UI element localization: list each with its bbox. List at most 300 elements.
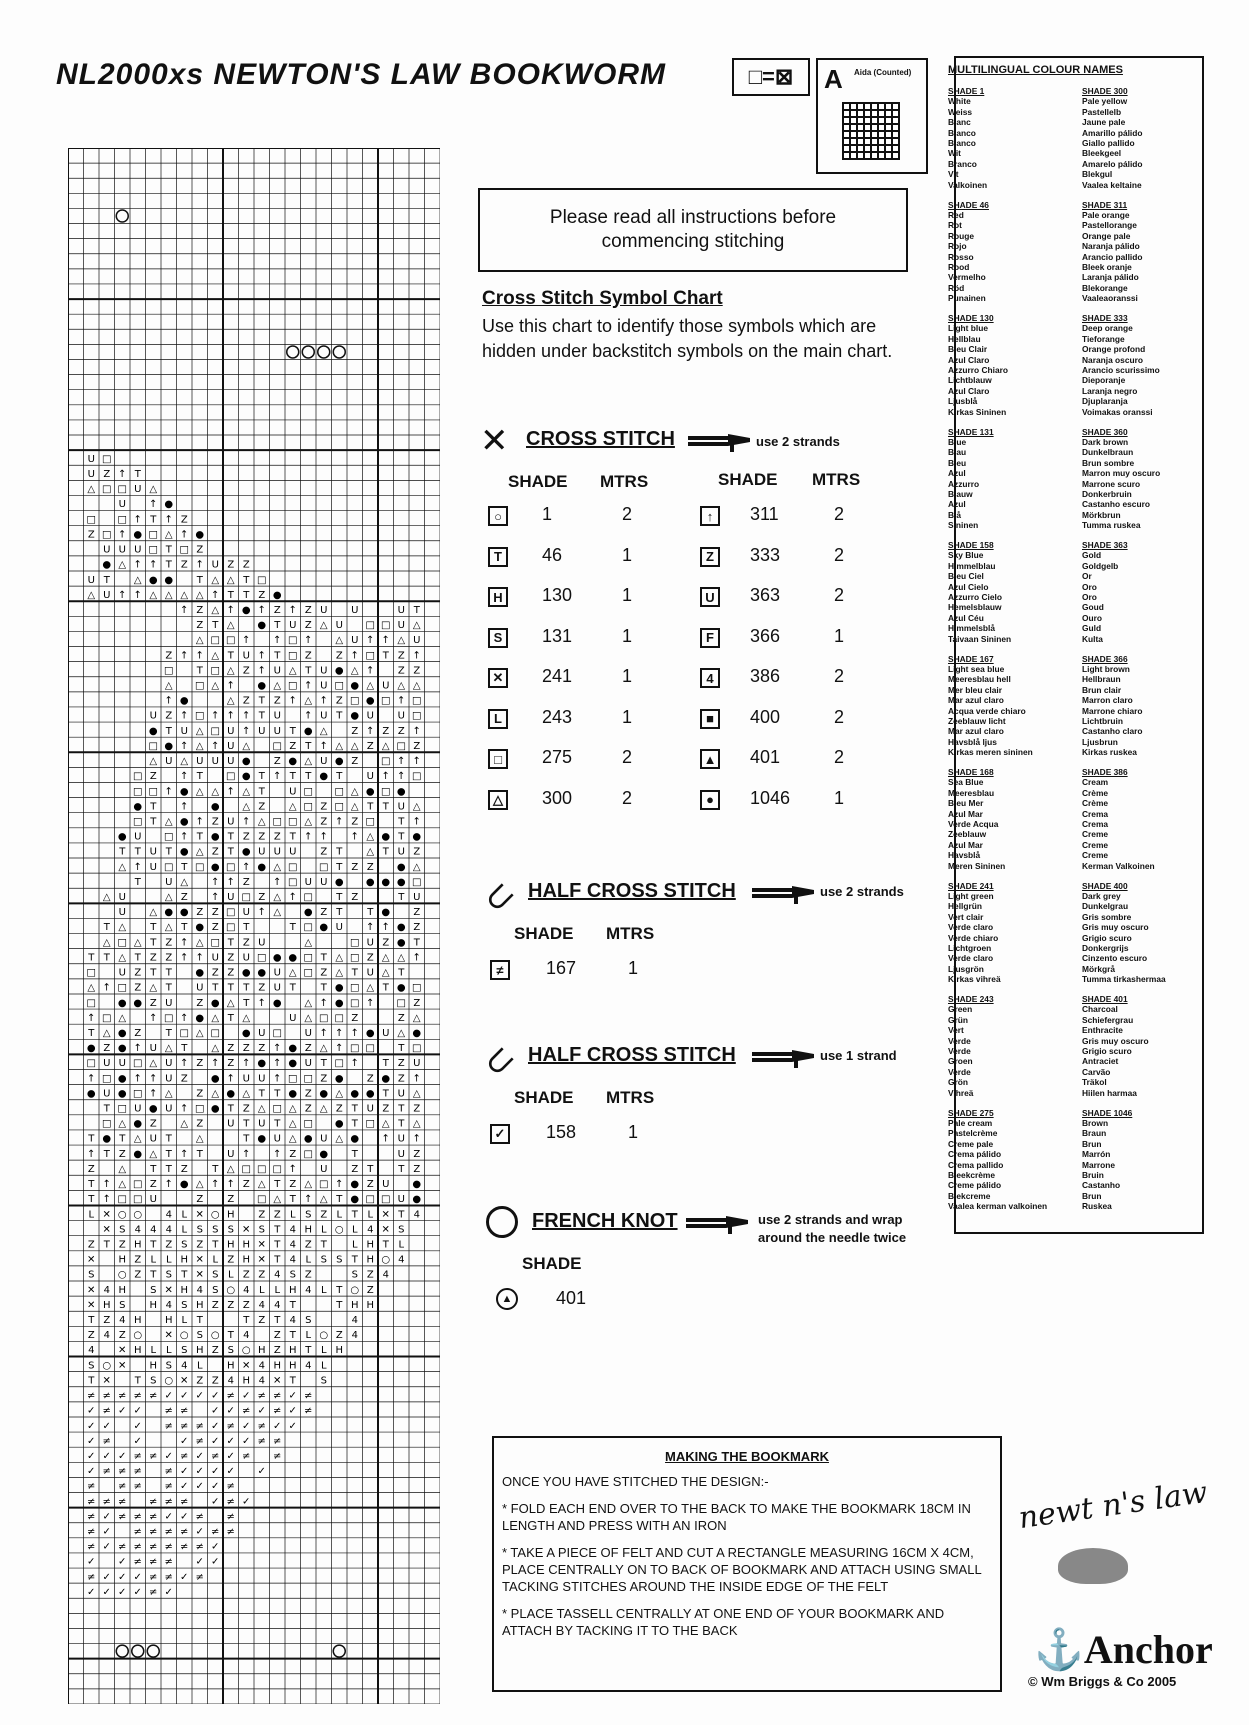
stitch-symbol: ● — [334, 665, 344, 677]
colour-name: Gris muy oscuro — [1082, 1035, 1149, 1046]
stitch-symbol: △ — [118, 1179, 127, 1191]
stitch-symbol: T — [274, 650, 281, 662]
stitch-symbol: ✓ — [195, 1450, 204, 1462]
stitch-symbol: □ — [117, 1103, 127, 1115]
stitch-symbol: ↑ — [335, 1043, 344, 1055]
stitch-symbol: ↑ — [412, 816, 421, 828]
stitch-symbol: T — [88, 1315, 95, 1327]
stitch-symbol: Z — [258, 589, 266, 601]
stitch-symbol: ✓ — [242, 1420, 251, 1432]
cross-left-symbol: L — [488, 709, 508, 729]
stitch-symbol: ↑ — [195, 559, 204, 571]
stitch-symbol: S — [119, 1224, 126, 1236]
stitch-symbol: □ — [350, 937, 360, 949]
colour-name: Hemelsblauw — [948, 602, 1002, 613]
stitch-symbol: ↑ — [87, 1148, 96, 1160]
colour-name: Dark grey — [1082, 890, 1121, 901]
stitch-symbol: T — [289, 1299, 296, 1311]
stitch-symbol: ✓ — [102, 1541, 111, 1553]
stitch-symbol: T — [165, 982, 172, 994]
stitch-symbol: □ — [288, 876, 298, 888]
stitch-symbol: T — [398, 892, 405, 904]
colour-group — [948, 767, 1072, 871]
stitch-symbol: △ — [412, 620, 421, 632]
stitch-symbol: U — [366, 967, 374, 979]
cross-left-symbol: ○ — [488, 506, 508, 526]
stitch-symbol: ≠ — [149, 1511, 158, 1523]
stitch-symbol: U — [320, 1133, 328, 1145]
stitch-symbol: U — [134, 831, 142, 843]
colour-group — [1082, 86, 1206, 190]
stitch-symbol: ↑ — [226, 786, 235, 798]
stitch-symbol: ↑ — [335, 816, 344, 828]
stitch-symbol: ↑ — [319, 695, 328, 707]
stitch-symbol: Z — [227, 1043, 235, 1055]
stitch-symbol: □ — [319, 861, 329, 873]
stitch-symbol: U — [304, 1027, 312, 1039]
stitch-symbol: T — [336, 771, 343, 783]
stitch-symbol: △ — [273, 892, 282, 904]
stitch-symbol: 4 — [227, 1375, 234, 1387]
stitch-symbol: T — [243, 982, 250, 994]
stitch-symbol: S — [305, 1315, 312, 1327]
stitch-symbol: T — [243, 1133, 250, 1145]
stitch-symbol: T — [305, 665, 312, 677]
stitch-symbol: ≠ — [164, 1420, 173, 1432]
stitch-symbol: ✓ — [195, 1466, 204, 1478]
stitch-symbol: ↑ — [381, 771, 390, 783]
cross-left-shade: 275 — [542, 747, 573, 767]
stitch-symbol: ● — [179, 846, 189, 858]
stitch-symbol: △ — [133, 574, 142, 586]
stitch-symbol: ✓ — [87, 1435, 96, 1447]
stitch-symbol: △ — [226, 1163, 235, 1175]
stitch-symbol: U — [258, 846, 266, 858]
stitch-symbol: H — [133, 1345, 142, 1357]
stitch-symbol: ≠ — [164, 1556, 173, 1568]
stitch-symbol: U — [87, 574, 95, 586]
stitch-symbol: T — [258, 786, 265, 798]
stitch-symbol: ✓ — [226, 1435, 235, 1447]
stitch-symbol: ↑ — [102, 982, 111, 994]
stitch-symbol: ○ — [102, 1360, 112, 1372]
stitch-symbol: U — [242, 907, 250, 919]
stitch-symbol: □ — [412, 710, 422, 722]
stitch-symbol: Z — [351, 861, 359, 873]
stitch-symbol: □ — [241, 1163, 251, 1175]
stitch-symbol: 4 — [243, 1330, 250, 1342]
colour-name: Havsblå ljus — [948, 736, 997, 747]
stitch-symbol: ↑ — [211, 1058, 220, 1070]
stitch-symbol: △ — [211, 680, 220, 692]
stitch-symbol: △ — [412, 861, 421, 873]
stitch-symbol: T — [212, 1239, 219, 1251]
stitch-symbol: T — [150, 967, 157, 979]
stitch-symbol: □ — [303, 1118, 313, 1130]
stitch-symbol: U — [273, 967, 281, 979]
colour-name: Green — [948, 1004, 973, 1015]
stitch-symbol: Z — [258, 831, 266, 843]
stitch-symbol: ↑ — [273, 876, 282, 888]
stitch-symbol: ✓ — [102, 1511, 111, 1523]
stitch-symbol: ● — [133, 1118, 143, 1130]
stitch-symbol: □ — [303, 801, 313, 813]
stitch-symbol: ↑ — [211, 710, 220, 722]
stitch-symbol: L — [351, 1239, 358, 1251]
colour-name: Pale yellow — [1082, 96, 1128, 107]
stitch-symbol: ● — [195, 1012, 205, 1024]
colour-name: Castanho claro — [1082, 726, 1143, 737]
stitch-symbol: ≠ — [273, 1450, 282, 1462]
stitch-symbol: Z — [227, 967, 235, 979]
colour-name: Azul Céu — [948, 612, 984, 623]
stitch-symbol: Z — [87, 1163, 95, 1175]
stitch-symbol: Z — [397, 1012, 405, 1024]
stitch-symbol: ● — [102, 1133, 112, 1145]
stitch-symbol: □ — [133, 771, 143, 783]
half-cross-1-mtrs-header: MTRS — [606, 1088, 655, 1107]
stitch-symbol: ✕ — [257, 1239, 266, 1251]
colour-name: Naranja pálido — [1082, 241, 1140, 252]
stitch-symbol: ● — [102, 559, 112, 571]
stitch-symbol: T — [398, 1103, 405, 1115]
stitch-symbol: ● — [412, 1194, 422, 1206]
stitch-symbol: U — [366, 1103, 374, 1115]
stitch-symbol: Z — [413, 846, 421, 858]
stitch-symbol: ● — [365, 786, 375, 798]
stitch-symbol: Z — [242, 695, 250, 707]
stitch-symbol: ✕ — [195, 1209, 204, 1221]
stitch-symbol: U — [118, 967, 126, 979]
stitch-symbol: U — [382, 680, 390, 692]
stitch-symbol: ✓ — [211, 1466, 220, 1478]
stitch-symbol: ● — [319, 771, 329, 783]
stitch-symbol: U — [227, 1148, 235, 1160]
stitch-symbol: ↑ — [319, 740, 328, 752]
colour-name: Blau — [948, 447, 967, 458]
stitch-symbol: ✕ — [257, 1254, 266, 1266]
stitch-symbol: □ — [86, 967, 96, 979]
stitch-symbol: △ — [226, 574, 235, 586]
cross-right-symbol: 4 — [700, 668, 720, 688]
stitch-symbol: U — [103, 589, 111, 601]
half-cross-2-mtrs: 1 — [628, 958, 639, 978]
stitch-symbol: △ — [288, 665, 297, 677]
stitch-symbol: T — [103, 1103, 110, 1115]
colour-name: Laranja pálido — [1082, 272, 1139, 283]
half-cross-1-title: HALF CROSS STITCH — [528, 1044, 736, 1066]
stitch-symbol: T — [103, 1239, 110, 1251]
stitch-symbol: □ — [288, 680, 298, 692]
stitch-symbol: Z — [165, 952, 173, 964]
half-cross-2-strands: use 2 strands — [820, 884, 904, 899]
stitch-symbol: Z — [87, 1330, 95, 1342]
stitch-symbol: T — [367, 1163, 374, 1175]
stitch-symbol: S — [165, 1360, 172, 1372]
stitch-symbol: ○ — [117, 1269, 127, 1281]
stitch-symbol: □ — [102, 453, 112, 465]
colour-name: Himmelsblå — [948, 623, 996, 634]
colour-group — [948, 1108, 1072, 1212]
copyright: © Wm Briggs & Co 2005 — [1028, 1674, 1177, 1689]
colour-group-shade: SHADE 360 — [1082, 426, 1128, 437]
stitch-symbol: △ — [118, 922, 127, 934]
stitch-symbol: T — [382, 1088, 389, 1100]
stitch-symbol: □ — [272, 816, 282, 828]
stitch-symbol: □ — [272, 740, 282, 752]
stitch-symbol: △ — [412, 680, 421, 692]
stitch-symbol: T — [134, 952, 141, 964]
stitch-symbol: □ — [334, 1058, 344, 1070]
colour-name: Crema — [1082, 808, 1109, 819]
stitch-symbol: T — [320, 952, 327, 964]
stitch-symbol: L — [212, 1254, 219, 1266]
stitch-symbol: △ — [87, 589, 96, 601]
stitch-symbol: □ — [133, 1088, 143, 1100]
stitch-symbol: ✓ — [133, 1586, 142, 1598]
stitch-symbol: Z — [211, 907, 219, 919]
french-knot-marker — [132, 1645, 144, 1657]
stitch-symbol: ● — [288, 1058, 298, 1070]
stitch-symbol: L — [320, 1360, 327, 1372]
stitch-symbol: □ — [226, 635, 236, 647]
stitch-symbol: ✓ — [211, 1420, 220, 1432]
stitch-symbol: ✓ — [242, 1390, 251, 1402]
stitch-symbol: T — [351, 1254, 358, 1266]
stitch-symbol: U — [335, 922, 343, 934]
half-cross-2-title: HALF CROSS STITCH — [528, 880, 736, 902]
half-cross-2-symbol: ≠ — [490, 960, 510, 980]
stitch-symbol: □ — [117, 1194, 127, 1206]
stitch-symbol: 4 — [258, 1299, 265, 1311]
stitch-symbol: ✓ — [87, 1466, 96, 1478]
stitch-symbol: ● — [133, 529, 143, 541]
colour-name: Hiilen harmaa — [1082, 1087, 1137, 1098]
stitch-symbol: □ — [365, 650, 375, 662]
stitch-symbol: ≠ — [149, 1526, 158, 1538]
colour-name: Creme — [1082, 839, 1109, 850]
colour-group — [948, 427, 1072, 531]
stitch-symbol: ↑ — [397, 771, 406, 783]
stitch-symbol: U — [382, 1027, 390, 1039]
colour-name: Tieforange — [1082, 333, 1125, 344]
needle-icon — [688, 430, 752, 452]
stitch-symbol: Z — [227, 952, 235, 964]
colour-name: Goldgelb — [1082, 560, 1119, 571]
stitch-symbol: ≠ — [87, 1390, 96, 1402]
stitch-symbol: ≠ — [118, 1511, 127, 1523]
stitch-symbol: L — [150, 1345, 157, 1357]
stitch-symbol: T — [165, 725, 172, 737]
stitch-symbol: ↑ — [257, 997, 266, 1009]
stitch-symbol: ● — [164, 574, 174, 586]
stitch-symbol: △ — [211, 1088, 220, 1100]
colour-name: Marrone scuro — [1082, 478, 1141, 489]
stitch-symbol: 4 — [165, 1209, 172, 1221]
stitch-symbol: U — [227, 892, 235, 904]
stitch-symbol: ✓ — [118, 1556, 127, 1568]
stitch-symbol: U — [320, 680, 328, 692]
stitch-symbol: U — [134, 544, 142, 556]
stitch-symbol: Z — [366, 1179, 374, 1191]
half-cross-2-mtrs-header: MTRS — [606, 924, 655, 943]
making-bookmark-box — [492, 1436, 1002, 1692]
cross-left-shade: 243 — [542, 706, 573, 727]
stitch-symbol: T — [398, 1163, 405, 1175]
stitch-symbol: ✓ — [118, 1571, 127, 1583]
cross-right-mtrs: 2 — [834, 706, 845, 727]
stitch-symbol: 4 — [119, 1315, 126, 1327]
stitch-symbol: △ — [242, 786, 251, 798]
stitch-symbol: T — [165, 1163, 172, 1175]
stitch-symbol: U — [211, 952, 219, 964]
colour-name: Marron claro — [1082, 695, 1133, 706]
stitch-symbol: ✓ — [164, 1390, 173, 1402]
stitch-symbol: □ — [226, 861, 236, 873]
stitch-symbol: □ — [133, 1058, 143, 1070]
stitch-symbol: △ — [149, 756, 158, 768]
french-knot-marker — [333, 346, 345, 358]
making-step-2: * TAKE A PIECE OF FELT AND CUT A RECTANGLE MEASURING 16CM X 4CM, PLACE CENTRALLY ON TO BACK OF BOOKMARK AND ATTACH USING SMALL TACKING STITCHES AROUND THE INSIDE EDGE OF THE FELT — [502, 1545, 982, 1594]
stitch-symbol: □ — [272, 1027, 282, 1039]
stitch-symbol: □ — [117, 514, 127, 526]
stitch-symbol: ↑ — [273, 1148, 282, 1160]
stitch-symbol: Z — [258, 1209, 266, 1221]
stitch-symbol: ● — [396, 876, 406, 888]
stitch-symbol: ≠ — [149, 1390, 158, 1402]
stitch-symbol: △ — [273, 907, 282, 919]
stitch-symbol: ● — [319, 1088, 329, 1100]
stitch-symbol: ● — [350, 1194, 360, 1206]
stitch-symbol: □ — [133, 1194, 143, 1206]
stitch-symbol: Z — [335, 650, 343, 662]
stitch-symbol: Z — [289, 740, 297, 752]
stitch-symbol: ● — [257, 1058, 267, 1070]
stitch-symbol: ● — [350, 710, 360, 722]
stitch-symbol: H — [366, 1239, 375, 1251]
stitch-symbol: ↑ — [226, 710, 235, 722]
colour-group-shade: SHADE 158 — [948, 540, 994, 550]
stitch-symbol: ≠ — [102, 1390, 111, 1402]
colour-name: Dunkelbraun — [1082, 447, 1134, 458]
stitch-symbol: ≠ — [164, 1481, 173, 1493]
stitch-symbol: H — [288, 1284, 297, 1296]
cross-left-symbol: T — [488, 547, 508, 567]
stitch-symbol: △ — [304, 816, 313, 828]
stitch-symbol: T — [367, 907, 374, 919]
stitch-symbol: ✕ — [242, 1224, 251, 1236]
stitch-symbol: T — [196, 665, 203, 677]
stitch-symbol: △ — [335, 1088, 344, 1100]
colour-name: Vaaleaoranssi — [1082, 293, 1138, 304]
stitch-symbol: □ — [288, 861, 298, 873]
stitch-symbol: △ — [257, 1179, 266, 1191]
stitch-symbol: △ — [102, 1027, 111, 1039]
stitch-symbol: ✓ — [102, 1571, 111, 1583]
stitch-symbol: ↑ — [288, 892, 297, 904]
colour-name: Meeresblau — [948, 787, 995, 798]
stitch-symbol: T — [336, 861, 343, 873]
stitch-symbol: T — [88, 1375, 95, 1387]
stitch-symbol: Z — [366, 1073, 374, 1085]
stitch-symbol: △ — [242, 1088, 251, 1100]
stitch-symbol: U — [134, 484, 142, 496]
stitch-symbol: ↑ — [226, 876, 235, 888]
stitch-symbol: Z — [304, 604, 312, 616]
stitch-symbol: Z — [227, 1058, 235, 1070]
stitch-symbol: Z — [413, 665, 421, 677]
stitch-symbol: U — [165, 1058, 173, 1070]
stitch-symbol: T — [150, 514, 157, 526]
colour-group — [1082, 313, 1206, 417]
colour-name: Cream — [1082, 777, 1109, 788]
stitch-symbol: ● — [210, 997, 220, 1009]
colour-name: Bleu Clair — [948, 344, 988, 355]
stitch-symbol: ≠ — [118, 1496, 127, 1508]
stitch-symbol: △ — [304, 695, 313, 707]
stitch-symbol: △ — [195, 740, 204, 752]
stitch-symbol: ↑ — [397, 695, 406, 707]
cross-left-shade: 241 — [542, 666, 573, 686]
stitch-symbol: T — [274, 1179, 281, 1191]
colour-name: Grön — [948, 1077, 969, 1088]
stitch-symbol: △ — [149, 907, 158, 919]
stitch-symbol: Z — [366, 861, 374, 873]
cross-right-symbol: U — [700, 587, 720, 607]
stitch-symbol: △ — [288, 1103, 297, 1115]
stitch-symbol: Z — [304, 1088, 312, 1100]
stitch-symbol: Z — [196, 1375, 204, 1387]
colour-name: Marrón — [1082, 1149, 1111, 1160]
colour-group — [948, 86, 1072, 190]
colour-name: Blekcreme — [948, 1190, 991, 1201]
stitch-symbol: ● — [381, 907, 391, 919]
colour-name: Vaalea kerman valkoinen — [948, 1201, 1048, 1212]
colour-name: Hellblau — [948, 333, 981, 344]
french-knot-marker — [147, 1645, 159, 1657]
stitch-symbol: ≠ — [195, 1420, 204, 1432]
stitch-symbol: ✓ — [288, 1420, 297, 1432]
cross-right-mtrs: 2 — [834, 504, 845, 524]
stitch-symbol: T — [243, 589, 250, 601]
stitch-symbol: U — [242, 952, 250, 964]
stitch-symbol: U — [258, 1118, 266, 1130]
colour-name: Gris sombre — [1082, 911, 1132, 922]
stitch-symbol: ● — [257, 1133, 267, 1145]
colour-group-shade: SHADE 300 — [1082, 86, 1128, 96]
stitch-symbol: ↑ — [381, 635, 390, 647]
stitch-symbol: Z — [351, 892, 359, 904]
stitch-symbol: ≠ — [257, 1435, 266, 1447]
colour-name: Azul Mar — [948, 808, 983, 819]
stitch-symbol: ↑ — [335, 1179, 344, 1191]
stitch-symbol: ↑ — [87, 1012, 96, 1024]
half-cross-icon: ⊂ — [473, 1035, 524, 1086]
stitch-symbol: ↑ — [412, 952, 421, 964]
colour-name: Ouro — [1082, 612, 1103, 623]
stitch-symbol: 4 — [289, 1239, 296, 1251]
stitch-symbol: Z — [289, 1148, 297, 1160]
stitch-symbol: ● — [396, 786, 406, 798]
stitch-symbol: ≠ — [180, 1526, 189, 1538]
stitch-symbol: □ — [257, 1194, 267, 1206]
stitch-symbol: S — [181, 1299, 188, 1311]
colour-group — [948, 881, 1072, 985]
stitch-symbol: □ — [148, 740, 158, 752]
stitch-symbol: U — [397, 710, 405, 722]
cross-left-mtrs: 1 — [622, 544, 633, 565]
stitch-symbol: T — [181, 1269, 188, 1281]
